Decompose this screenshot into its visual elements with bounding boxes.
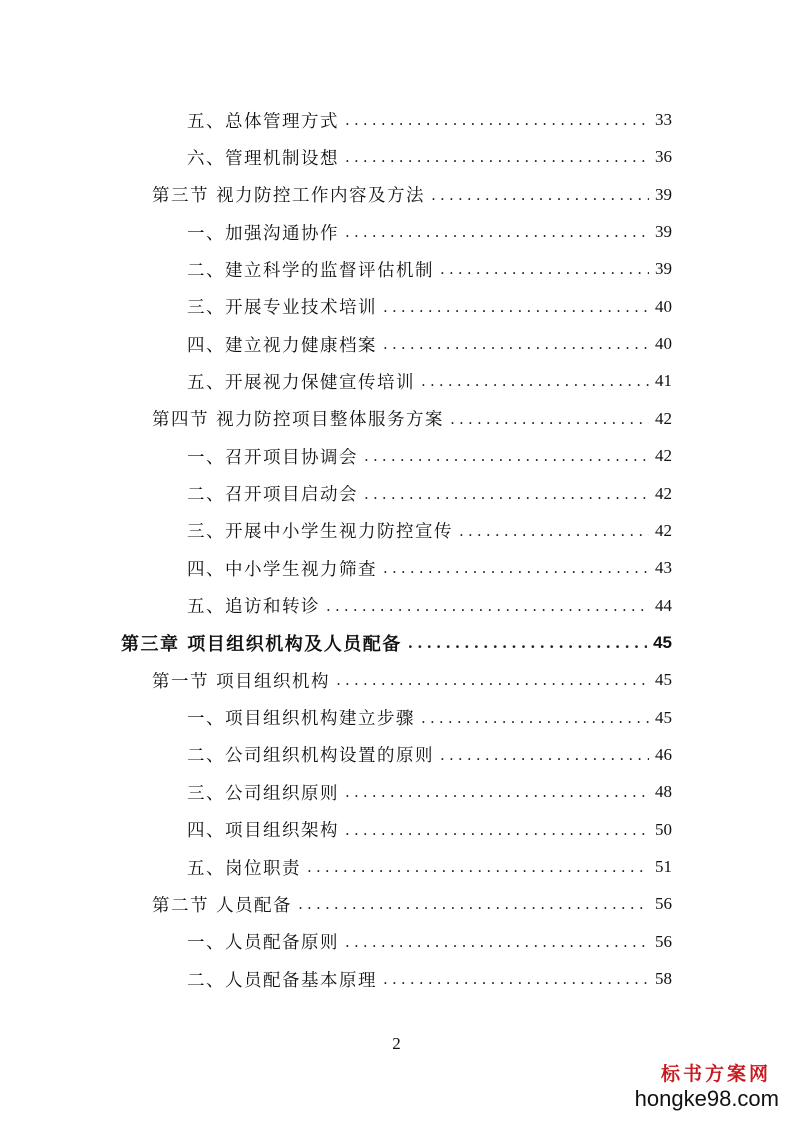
toc-entry-page: 45 [653,632,672,652]
toc-entry[interactable] [187,740,672,770]
toc-entry[interactable] [187,292,672,322]
toc-entry[interactable] [187,105,672,135]
toc-entry-page: 48 [655,782,672,802]
toc-entry-page: 58 [655,969,672,989]
toc-entry[interactable] [152,665,672,695]
watermark-name: 标书方案网 [660,1063,771,1085]
toc-dot-leader [408,634,647,658]
toc-entry-title: 一、加强沟通协作 [187,223,339,244]
toc-entry-title: 第四节 视力防控项目整体服务方案 [152,410,445,431]
toc-entry[interactable] [187,217,672,247]
toc-dot-leader [459,522,649,546]
toc-entry-title: 五、开展视力保健宣传培训 [187,372,415,393]
toc-entry-title: 五、岗位职责 [187,858,301,879]
page-number: 2 [392,1034,401,1053]
toc-entry-page: 39 [655,259,672,279]
toc-entry-title: 四、中小学生视力筛查 [187,559,377,580]
toc-entry-page: 56 [655,894,672,914]
toc-entry-page: 42 [655,483,672,503]
toc-dot-leader [364,447,649,471]
toc-entry-page: 45 [655,707,672,727]
toc-entry[interactable] [152,404,672,434]
toc-entry[interactable] [187,964,672,994]
toc-entry-title: 第三节 视力防控工作内容及方法 [152,186,426,207]
toc-entry-page: 50 [655,819,672,839]
toc-entry-title: 四、建立视力健康档案 [187,335,377,356]
toc-entry[interactable] [187,777,672,807]
toc-entry-page: 33 [655,110,672,129]
toc-entry-page: 44 [655,595,672,615]
toc-entry-title: 一、人员配备原则 [187,933,339,954]
toc-dot-leader [450,410,649,434]
toc-entry-page: 39 [655,184,672,204]
toc-entry-page: 42 [655,446,672,466]
toc-dot-leader [421,372,649,396]
toc-dot-leader [326,597,649,621]
toc-entry-page: 43 [655,558,672,578]
toc-entry[interactable] [187,591,672,621]
watermark-logo [635,1064,779,1111]
toc-entry-title: 二、召开项目启动会 [187,485,358,505]
toc-entry-title: 一、召开项目协调会 [187,447,358,468]
toc-entry[interactable] [152,889,672,919]
toc-dot-leader [431,186,649,210]
toc-entry-page: 51 [655,857,672,876]
toc-dot-leader [298,895,649,919]
toc-dot-leader [345,148,649,172]
toc-entry-title: 第一节 项目组织机构 [152,671,331,692]
toc-entry-title: 四、项目组织架构 [187,821,339,842]
toc-entry-title: 三、公司组织原则 [187,783,339,804]
toc-dot-leader [345,933,649,957]
toc-dot-leader [345,783,649,807]
toc-entry-title: 二、建立科学的监督评估机制 [187,260,434,281]
watermark-url: hongke98.com [634,1085,779,1111]
toc-entry-page: 42 [655,408,672,428]
toc-entry[interactable] [187,142,672,172]
toc-dot-leader [345,821,649,845]
toc-entry-page: 46 [655,744,672,764]
toc-entry[interactable] [187,553,672,583]
toc-entry-title: 二、人员配备基本原理 [187,970,377,991]
toc-entry-page: 41 [655,371,672,391]
toc-entry-title: 第二节 人员配备 [152,895,293,916]
toc-entry[interactable] [187,703,672,733]
toc-dot-leader [383,335,649,359]
toc-entry-page: 56 [655,931,672,951]
toc-entry-title: 五、追访和转诊 [187,597,320,618]
toc-entry-title: 六、管理机制设想 [187,148,339,169]
toc-dot-leader [383,559,649,583]
toc-entry[interactable] [187,516,672,546]
toc-dot-leader [440,260,649,284]
toc-entry-title: 一、项目组织机构建立步骤 [187,709,415,730]
toc-dot-leader [421,709,649,733]
toc-entry-title: 三、开展中小学生视力防控宣传 [187,522,453,543]
toc-dot-leader [345,223,649,247]
toc-entry[interactable] [187,329,672,359]
toc-entry-page: 42 [655,520,672,540]
toc-entry-title: 五、总体管理方式 [187,111,339,132]
toc-entry-page: 45 [655,670,672,690]
toc-dot-leader [383,298,649,322]
toc-entry[interactable] [187,366,672,396]
toc-entry[interactable] [187,927,672,957]
toc-dot-leader [440,746,649,770]
toc-entry[interactable] [121,628,672,658]
toc-entry-page: 40 [655,296,672,316]
toc-entry[interactable] [152,180,672,210]
toc-dot-leader [307,858,649,882]
toc-dot-leader [345,111,649,135]
toc-entry-page: 39 [655,222,672,242]
toc-entry[interactable] [187,479,672,509]
toc-dot-leader [364,485,649,509]
toc-entry-title: 二、公司组织机构设置的原则 [187,746,434,767]
toc-entry-title: 三、开展专业技术培训 [187,298,377,319]
toc-entry-page: 36 [655,147,672,167]
toc-entry-page: 40 [655,334,672,354]
toc-entry[interactable] [187,441,672,471]
toc-entry[interactable] [187,852,672,882]
toc-entry[interactable] [187,254,672,284]
toc-entry-title: 第三章 项目组织机构及人员配备 [121,633,402,655]
toc-dot-leader [383,970,649,994]
toc-dot-leader [336,671,649,695]
toc-entry[interactable] [187,815,672,845]
